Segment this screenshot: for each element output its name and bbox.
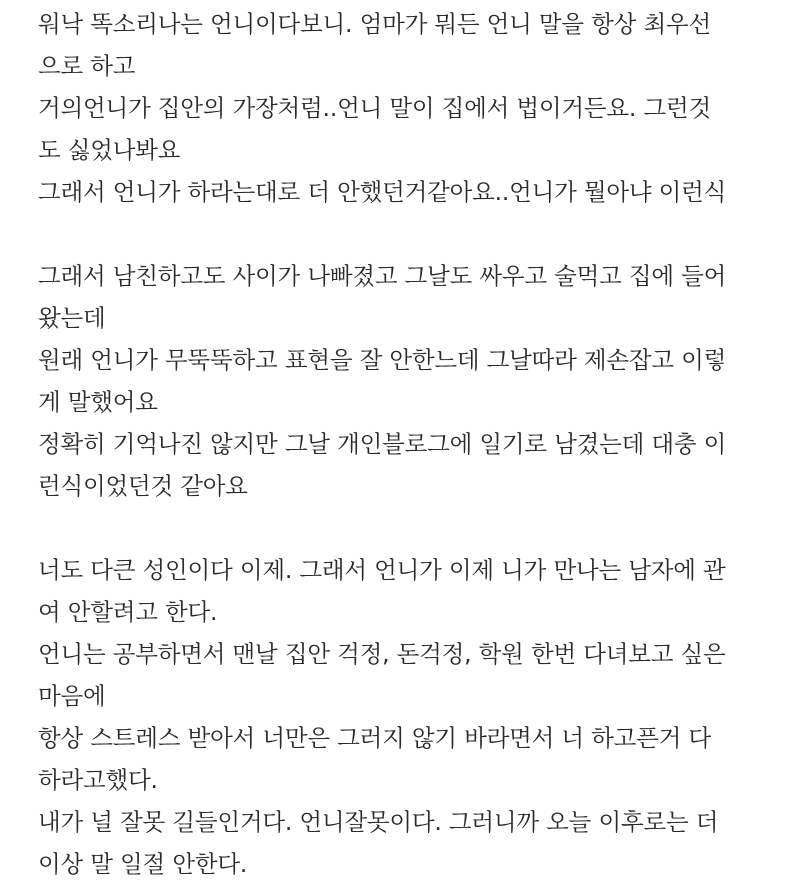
text-line: 정확히 기억나진 않지만 그날 개인블로그에 일기로 남겼는데 대충 이	[38, 430, 727, 458]
text-line: 항상 스트레스 받아서 너만은 그러지 않기 바라면서 너 하고픈거 다	[38, 724, 711, 752]
text-line: 그래서 언니가 하라는대로 더 안했던거같아요..언니가 뭘아냐 이런식	[38, 178, 727, 206]
text-line: 으로 하고	[38, 52, 136, 80]
text-line: 내가 널 잘못 길들인거다. 언니잘못이다. 그러니까 오늘 이후로는 더	[38, 808, 719, 836]
text-line: 왔는데	[38, 304, 106, 332]
paragraph-1	[38, 3, 768, 213]
paragraph-spacer	[38, 507, 768, 549]
text-line: 게 말했어요	[38, 388, 158, 416]
text-line: 여 안할려고 한다.	[38, 598, 218, 626]
text-line: 거의언니가 집안의 가장처럼..언니 말이 집에서 법이거든요. 그런것	[38, 94, 711, 122]
text-line: 이상 말 일절 안한다.	[38, 850, 248, 878]
text-line: 너도 다큰 성인이다 이제. 그래서 언니가 이제 니가 만나는 남자에 관	[38, 556, 726, 584]
text-line: 런식이었던것 같아요	[38, 472, 248, 500]
text-line: 하라고했다.	[38, 766, 158, 794]
text-line: 원래 언니가 무뚝뚝하고 표현을 잘 안한느데 그날따라 제손잡고 이렇	[38, 346, 727, 374]
paragraph-3	[38, 549, 768, 885]
text-line: 워낙 똑소리나는 언니이다보니. 엄마가 뭐든 언니 말을 항상 최우선	[38, 10, 711, 38]
text-line: 그래서 남친하고도 사이가 나빠졌고 그날도 싸우고 술먹고 집에 들어	[38, 262, 727, 290]
paragraph-2	[38, 255, 768, 507]
text-line: 언니는 공부하면서 맨날 집안 걱정, 돈걱정, 학원 한번 다녀보고 싶은	[38, 640, 726, 668]
paragraph-spacer	[38, 213, 768, 255]
text-line: 마음에	[38, 682, 106, 710]
post-body	[38, 3, 768, 885]
text-line: 도 싫었나봐요	[38, 136, 181, 164]
